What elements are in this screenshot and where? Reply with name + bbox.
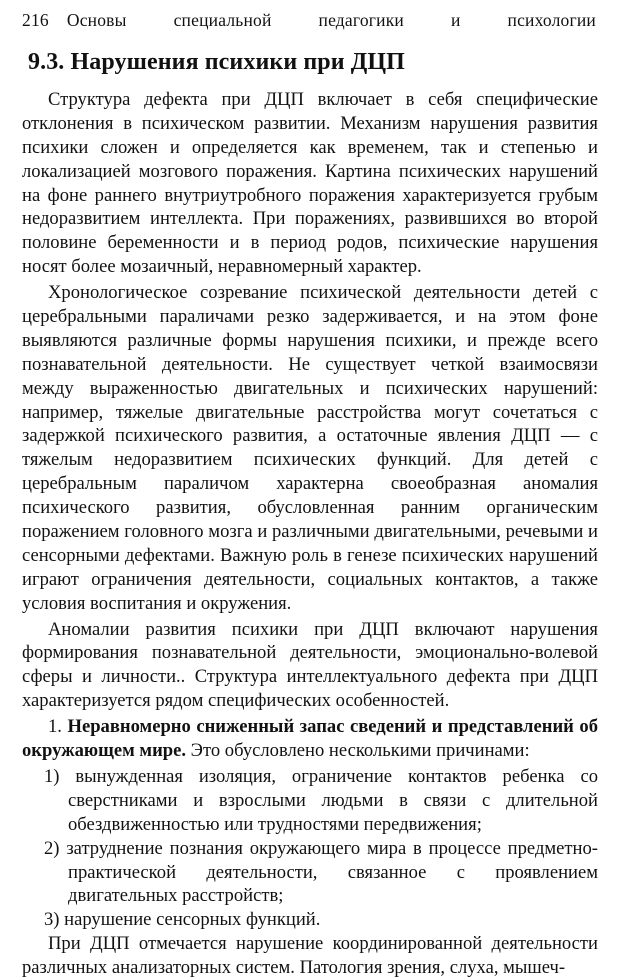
running-head-title bbox=[67, 10, 596, 31]
page-number: 216 bbox=[22, 10, 49, 30]
section-title: 9.3. Нарушения психики при ДЦП bbox=[28, 49, 405, 75]
paragraph-3: Аномалии развития психики при ДЦП включают нарушения формирования познавательной деятельности, эмоционально-волевой сферы и личности.. Структура интеллектуального дефекта при ДЦП характеризуется рядом специфических особенностей. bbox=[22, 618, 598, 712]
numbered-item-1-bold: Неравномерно сниженный запас сведений и представлений об окружающем мире. bbox=[22, 716, 598, 762]
running-head bbox=[22, 10, 598, 31]
paragraph-1: Структура дефекта при ДЦП включает в себя специфические отклонения в психическом развитии. Механизм нарушения развития психики сложен и определяется как временем, так и степенью и локализацией мозгового поражения. Картина психических нарушений на фоне раннего внутриутробного поражения характеризуется грубым недоразвитием интеллекта. При поражениях, развившихся во второй половине беременности и в период родов, психические нарушения носят более мозаичный, неравномерный характер. bbox=[22, 89, 598, 278]
running-head-word-2: специальной bbox=[173, 10, 272, 30]
list-item-marker: 1) bbox=[44, 765, 60, 787]
paragraph-2: Хронологическое созревание психической деятельности детей с церебральными параличами резко задерживается, и на этом фоне выявляются различные формы нарушения психики, и прежде всего познавательной деятельности. Не существует четкой взаимосвязи между выраженностью двигательных и психических нарушений: например, тяжелые двигательные расстройства могут сочетаться с задержкой психического развития, а остаточные явления ДЦП — с тяжелым недоразвитием психических функций. Для детей с церебральным параличом характерна своеобразная аномалия психического развития, обусловленная ранним органическим поражением головного мозга и различными двигательными, речевыми и сенсорными дефектами. Важную роль в генезе психических нарушений играют ограничения деятельности, социальных контактов, а также условия воспитания и окружения. bbox=[22, 282, 598, 614]
running-head-word-1: Основы bbox=[66, 10, 127, 30]
list-item-marker: 2) bbox=[44, 837, 60, 859]
sub-list bbox=[22, 765, 598, 932]
list-item-marker: 3) bbox=[44, 909, 60, 931]
list-item bbox=[22, 765, 598, 837]
list-item bbox=[22, 908, 598, 932]
numbered-item-1-rest: Это обусловлено несколькими причинами: bbox=[186, 740, 530, 762]
list-item-text: затруднение познания окружающего мира в процессе предметно-практической деятельности, связанное с проявлением двигательных расстройств; bbox=[66, 837, 598, 907]
list-item bbox=[22, 837, 598, 909]
running-head-word-4: и bbox=[450, 10, 461, 30]
final-paragraph: При ДЦП отмечается нарушение координированной деятельности различных анализаторных систем. Патология зрения, слуха, мышеч- bbox=[22, 933, 598, 979]
numbered-item-1-number: 1. bbox=[48, 716, 62, 738]
running-head-word-5: психологии bbox=[507, 10, 596, 30]
list-item-text: вынужденная изоляция, ограничение контактов ребенка со сверстниками и взрослыми людьми в связи с длительной обездвиженностью или трудностями передвижения; bbox=[68, 765, 598, 835]
running-head-word-3: педагогики bbox=[318, 10, 404, 30]
numbered-item-1 bbox=[22, 715, 598, 763]
list-item-text: нарушение сенсорных функций. bbox=[64, 909, 321, 931]
